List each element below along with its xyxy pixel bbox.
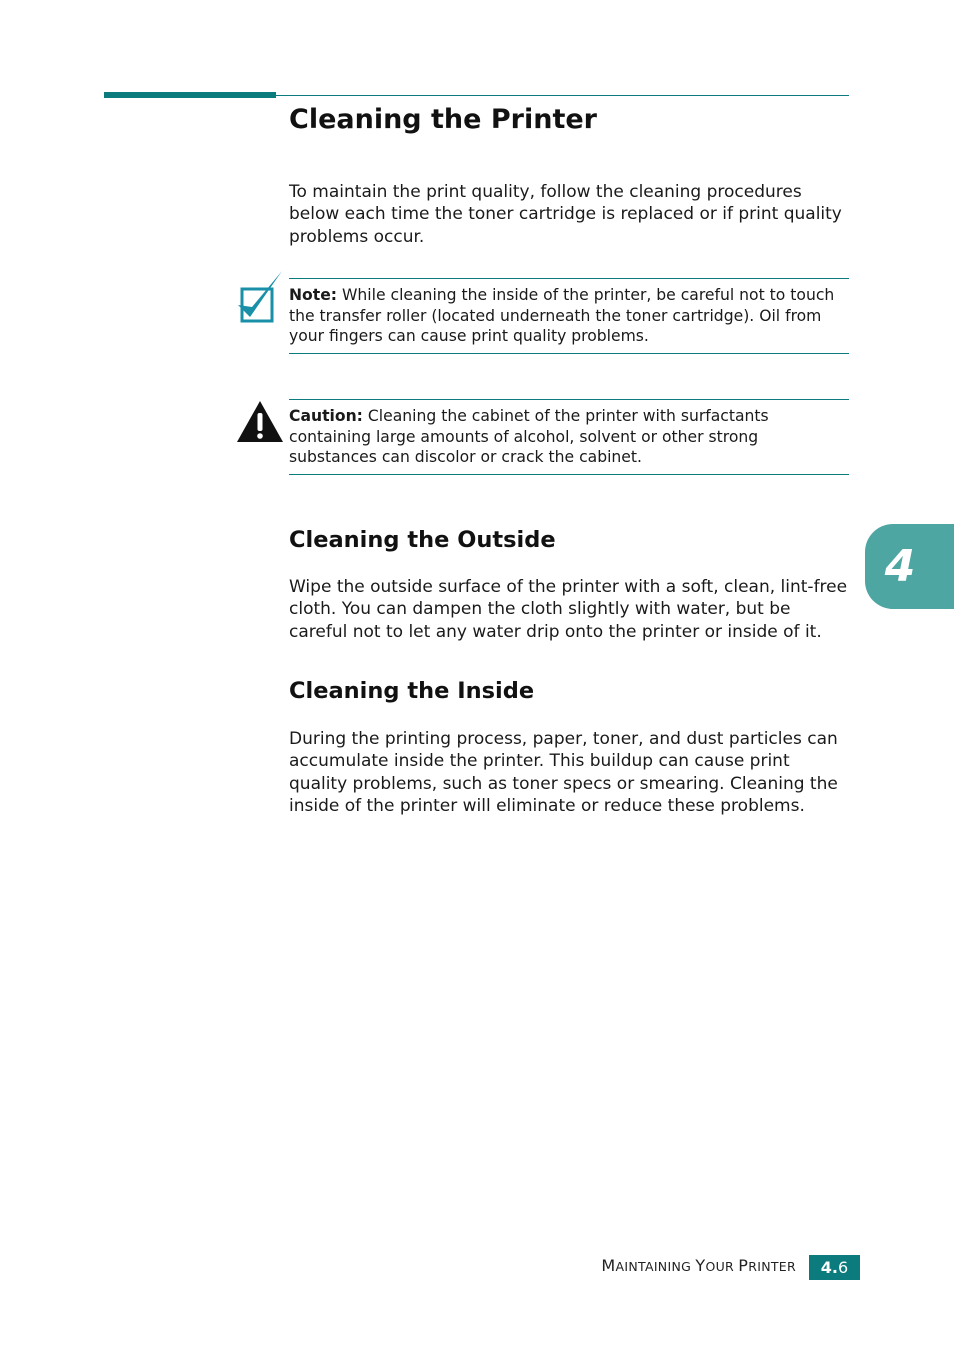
chapter-tab [865, 524, 954, 609]
footer-title-small: OUR [705, 1259, 739, 1274]
page-title: Cleaning the Printer [289, 104, 597, 135]
caution-label: Caution: [289, 407, 363, 425]
outside-heading: Cleaning the Outside [289, 527, 556, 553]
footer-title-small: RINTER [748, 1259, 796, 1274]
footer-chapter-title [601, 1256, 796, 1275]
intro-paragraph: To maintain the print quality, follow the cleaning procedures below each time the toner cartridge is replaced or if print quality problems occur. [289, 182, 842, 247]
warning-triangle-icon [236, 400, 284, 444]
footer-title-small: AINTAINING [615, 1259, 696, 1274]
inside-heading: Cleaning the Inside [289, 678, 535, 704]
footer-title-cap: Y [695, 1256, 706, 1275]
page-chapter: 4. [820, 1258, 839, 1277]
note-box [289, 278, 849, 354]
outside-paragraph: Wipe the outside surface of the printer with a soft, clean, lint-free cloth. You can dampen the cloth slightly with water, but be careful not to let any water drip onto the printer or inside of it. [289, 577, 848, 642]
caution-text: Cleaning the cabinet of the printer with surfactants containing large amounts of alcohol, solvent or other strong substances can discolor or crack the cabinet. [289, 407, 769, 466]
note-label: Note: [289, 286, 338, 304]
checkmark-note-icon [236, 267, 288, 329]
note-text: While cleaning the inside of the printer, be careful not to touch the transfer roller (located underneath the toner cartridge). Oil from your fingers can cause print quality problems. [289, 286, 835, 345]
chapter-number: 4 [884, 541, 916, 592]
page-num: 6 [838, 1258, 849, 1277]
footer-title-cap: M [601, 1256, 616, 1275]
caution-box [289, 399, 849, 475]
header-rule-thick [104, 92, 276, 98]
inside-paragraph: During the printing process, paper, toner, and dust particles can accumulate inside the printer. This buildup can cause print quality problems, such as toner specs or smearing. Cleaning the inside of the printer will eliminate or reduce these problems. [289, 729, 838, 816]
footer-title-cap: P [738, 1256, 749, 1275]
page-number-badge [809, 1255, 860, 1280]
header-rule-thin [276, 95, 849, 96]
